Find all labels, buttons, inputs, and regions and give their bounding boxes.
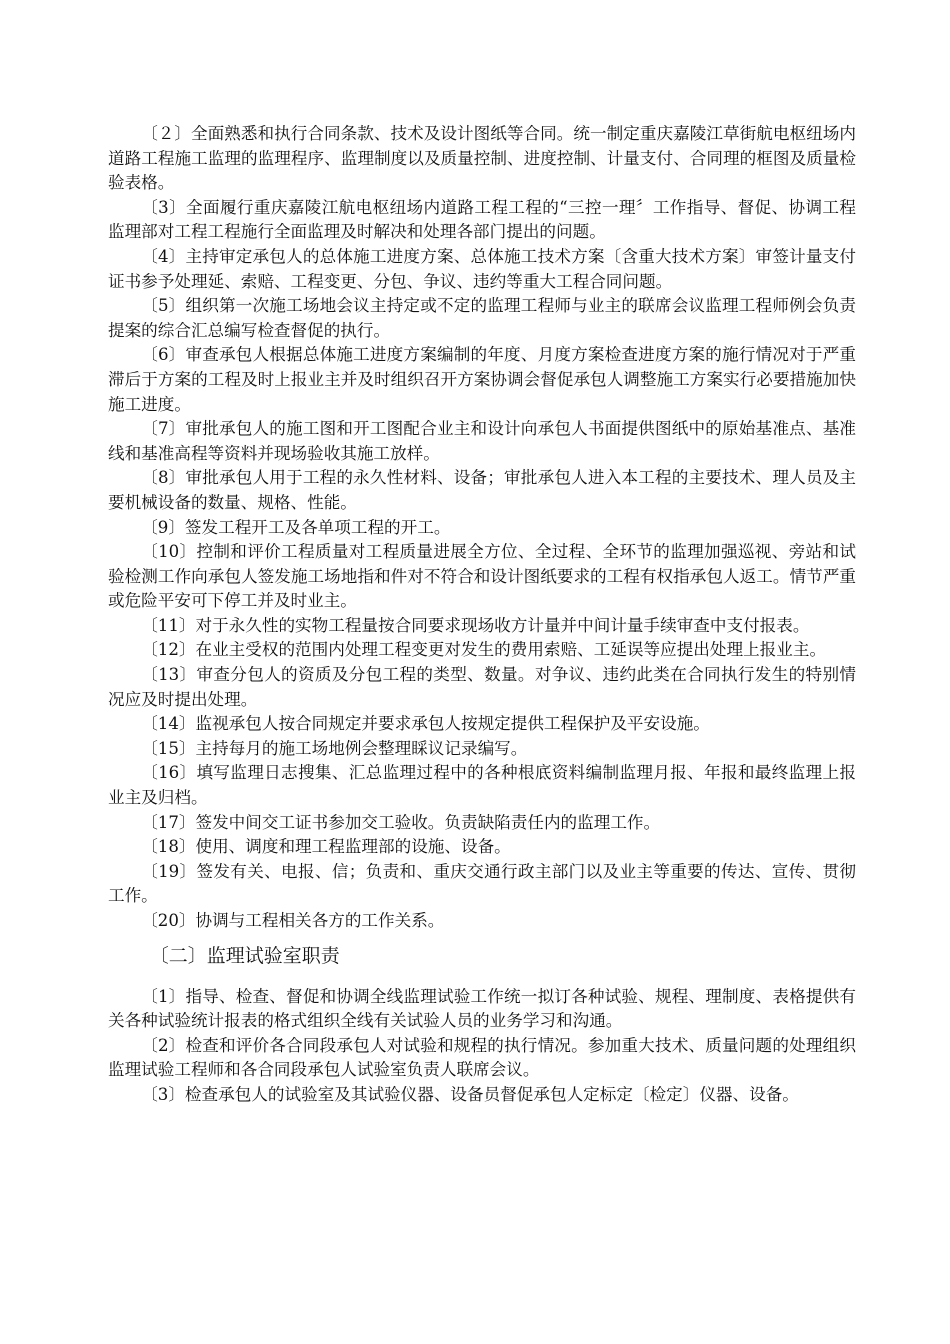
paragraph-lab-duty-3: 〔3〕检查承包人的试验室及其试验仪器、设备员督促承包人定标定〔检定〕仪器、设备。 xyxy=(141,1084,799,1104)
paragraph-duty-11: 〔11〕对于永久性的实物工程量按合同要求现场收方计量并中间计量手续审查中支付报表。 xyxy=(141,615,810,635)
paragraph-duty-12: 〔12〕在业主受权的范围内处理工程变更对发生的费用索赔、工延误等应提出处理上报业主。 xyxy=(141,640,827,660)
paragraph-duty-19: 〔19〕签发有关、电报、信；负责和、重庆交通行政主部门以及业主等重要的传达、宣传、贯彻工作。 xyxy=(108,861,856,906)
section-heading-lab-duties: 〔二〕监理试验室职责 xyxy=(149,944,340,967)
paragraph-duty-13: 〔13〕审查分包人的资质及分包工程的类型、数量。对争议、违约此类在合同执行发生的特别情况应及时提出处理。 xyxy=(108,665,856,709)
paragraph-duty-4: 〔4〕主持审定承包人的总体施工进度方案、总体施工技术方案〔含重大技术方案〕审签计量支付证书参予处理延、索赔、工程变更、分包、争议、违约等重大工程合同问题。 xyxy=(108,246,856,291)
paragraph-duty-17: 〔17〕签发中间交工证书参加交工验收。负责缺陷责任内的监理工作。 xyxy=(141,812,661,832)
paragraph-duty-18: 〔18〕使用、调度和理工程监理部的设施、设备。 xyxy=(141,837,511,857)
paragraph-duty-14: 〔14〕监视承包人按合同规定并要求承包人按规定提供工程保护及平安设施。 xyxy=(141,714,710,734)
paragraph-duty-8: 〔8〕审批承包人用于工程的永久性材料、设备；审批承包人进入本工程的主要技术、理人员及主要机械设备的数量、规格、性能。 xyxy=(108,468,856,512)
paragraph-duty-6: 〔6〕审查承包人根据总体施工进度方案编制的年度、月度方案检查进度方案的施行情况对于严重滞后于方案的工程及时上报业主并及时组织召开方案协调会督促承包人调整施工方案实行必要措施加快施工进度。 xyxy=(108,345,856,414)
paragraph-duty-10: 〔10〕控制和评价工程质量对工程质量进展全方位、全过程、全环节的监理加强巡视、旁站和试验检测工作向承包人签发施工场地指和件对不符合和设计图纸要求的工程有权指承包人返工。情节严重或危险平安可下停工并及时业主。 xyxy=(108,542,856,611)
paragraph-lab-duty-2: 〔2〕检查和评价各合同段承包人对试验和规程的执行情况。参加重大技术、质量问题的处理组织监理试验工程师和各合同段承包人试验室负责人联席会议。 xyxy=(108,1035,856,1080)
paragraph-duty-3: 〔3〕全面履行重庆嘉陵江航电枢纽场内道路工程工程的“三控一理〞工作指导、督促、协调工程监理部对工程工程施行全面监理及时解决和处理各部门提出的问题。 xyxy=(108,197,856,242)
paragraph-duty-15: 〔15〕主持每月的施工场地例会整理睬议记录编写。 xyxy=(141,738,528,758)
paragraph-duty-5: 〔5〕组织第一次施工场地会议主持定或不定的监理工程师与业主的联席会议监理工程师例会负责提案的综合汇总编写检查督促的执行。 xyxy=(108,296,856,340)
document-page xyxy=(108,122,856,1108)
paragraph-duty-7: 〔7〕审批承包人的施工图和开工图配合业主和设计向承包人书面提供图纸中的原始基准点、基准线和基准高程等资料并现场验收其施工放样。 xyxy=(108,419,856,463)
paragraph-duty-9: 〔9〕签发工程开工及各单项工程的开工。 xyxy=(141,517,451,537)
paragraph-duty-2: 〔２〕全面熟悉和执行合同条款、技术及设计图纸等合同。统一制定重庆嘉陵江草街航电枢纽场内道路工程施工监理的监理程序、监理制度以及质量控制、进度控制、计量支付、合同理的框图及质量检验表格。 xyxy=(108,124,856,193)
paragraph-lab-duty-1: 〔1〕指导、检查、督促和协调全线监理试验工作统一拟订各种试验、规程、理制度、表格提供有关各种试验统计报表的格式组织全线有关试验人员的业务学习和沟通。 xyxy=(108,986,856,1031)
paragraph-duty-16: 〔16〕填写监理日志搜集、汇总监理过程中的各种根底资料编制监理月报、年报和最终监理上报业主及归档。 xyxy=(108,763,856,808)
paragraph-duty-20: 〔20〕协调与工程相关各方的工作关系。 xyxy=(141,911,445,930)
